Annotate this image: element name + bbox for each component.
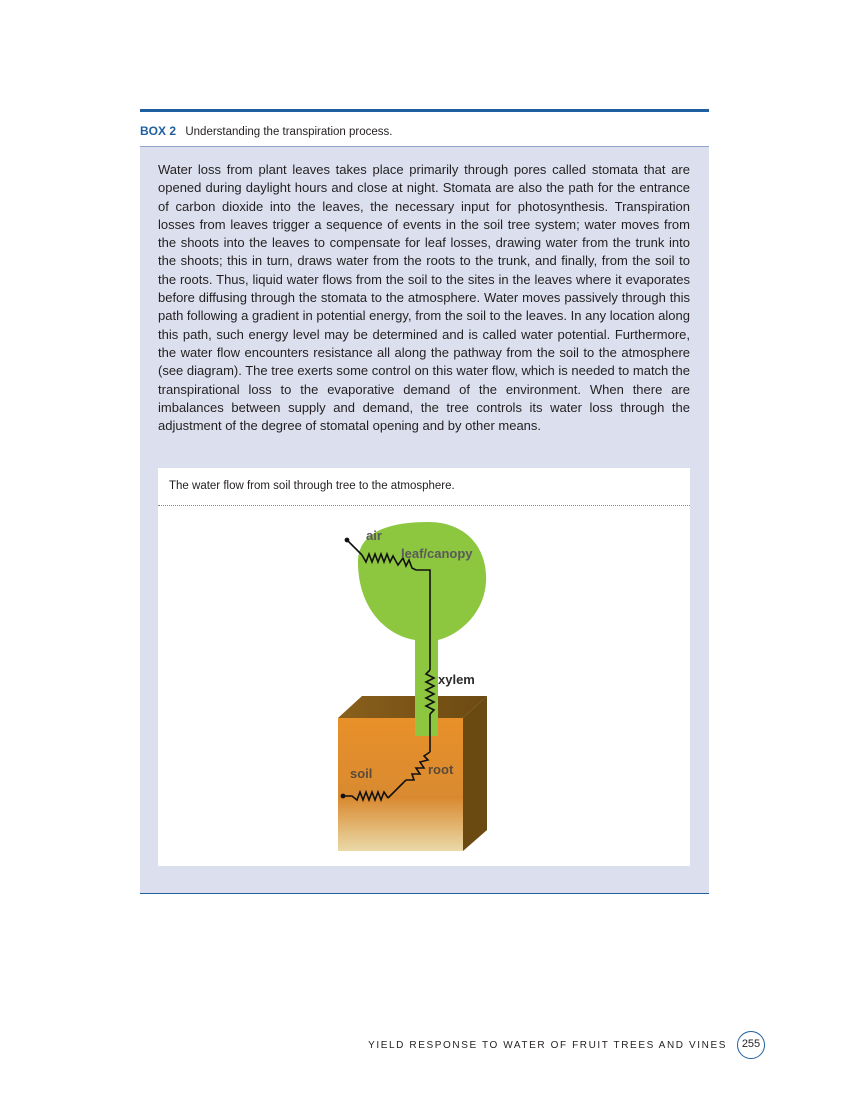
label-root: root — [428, 762, 454, 777]
box-label: BOX 2 — [140, 124, 177, 138]
box-caption: Understanding the transpiration process. — [185, 126, 393, 138]
transpiration-diagram — [338, 520, 513, 855]
label-leaf-canopy: leaf/canopy — [401, 546, 473, 561]
box-top-rule — [140, 109, 709, 112]
page-number: 255 — [737, 1031, 765, 1059]
running-title: YIELD RESPONSE TO WATER OF FRUIT TREES AND VINES — [368, 1040, 727, 1051]
air-line — [348, 541, 362, 555]
soil-endpoint — [341, 794, 344, 797]
trunk — [415, 638, 438, 736]
label-soil: soil — [350, 766, 373, 781]
soil-block-side — [463, 696, 487, 851]
figure-divider — [158, 505, 690, 506]
figure-caption: The water flow from soil through tree to the atmosphere. — [169, 480, 455, 492]
label-air: air — [366, 528, 382, 543]
label-xylem: xylem — [438, 672, 475, 687]
figure-card — [158, 468, 690, 866]
box-body-text: Water loss from plant leaves takes place primarily through pores called stomata that are opened during daylight hours and close at night. Stomata are also the path for the entrance of carbon dioxide into the leaves, the necessary input for photosynthesis. Transpiration losses from leaves trigger a sequence of events in the soil tree system; water moves from the shoots into the leaves to compensate for leaf losses, drawing water from the trunk into the shoots; this in turn, draws water from the roots to the trunk, and finally, from the soil to the roots. Thus, liquid water flows from the soil to the sites in the leaves where it evaporates before diffusing through the stomata to the atmosphere. Water moves passively through this path following a gradient in potential energy, from the soil to the leaves. In any location along this path, such energy level may be determined and is called water potential. Furthermore, the water flow encounters resistance all along the pathway from the soil to the atmosphere (see diagram). The tree exerts some control on this water flow, which is needed to match the transpirational loss to the evaporative demand of the environment. When there are imbalances between supply and demand, the tree controls its water loss through the adjustment of the degree of stomatal opening and by other means. — [158, 162, 690, 434]
air-endpoint — [345, 538, 348, 541]
box-header — [140, 122, 709, 140]
soil-block-top — [338, 696, 487, 718]
